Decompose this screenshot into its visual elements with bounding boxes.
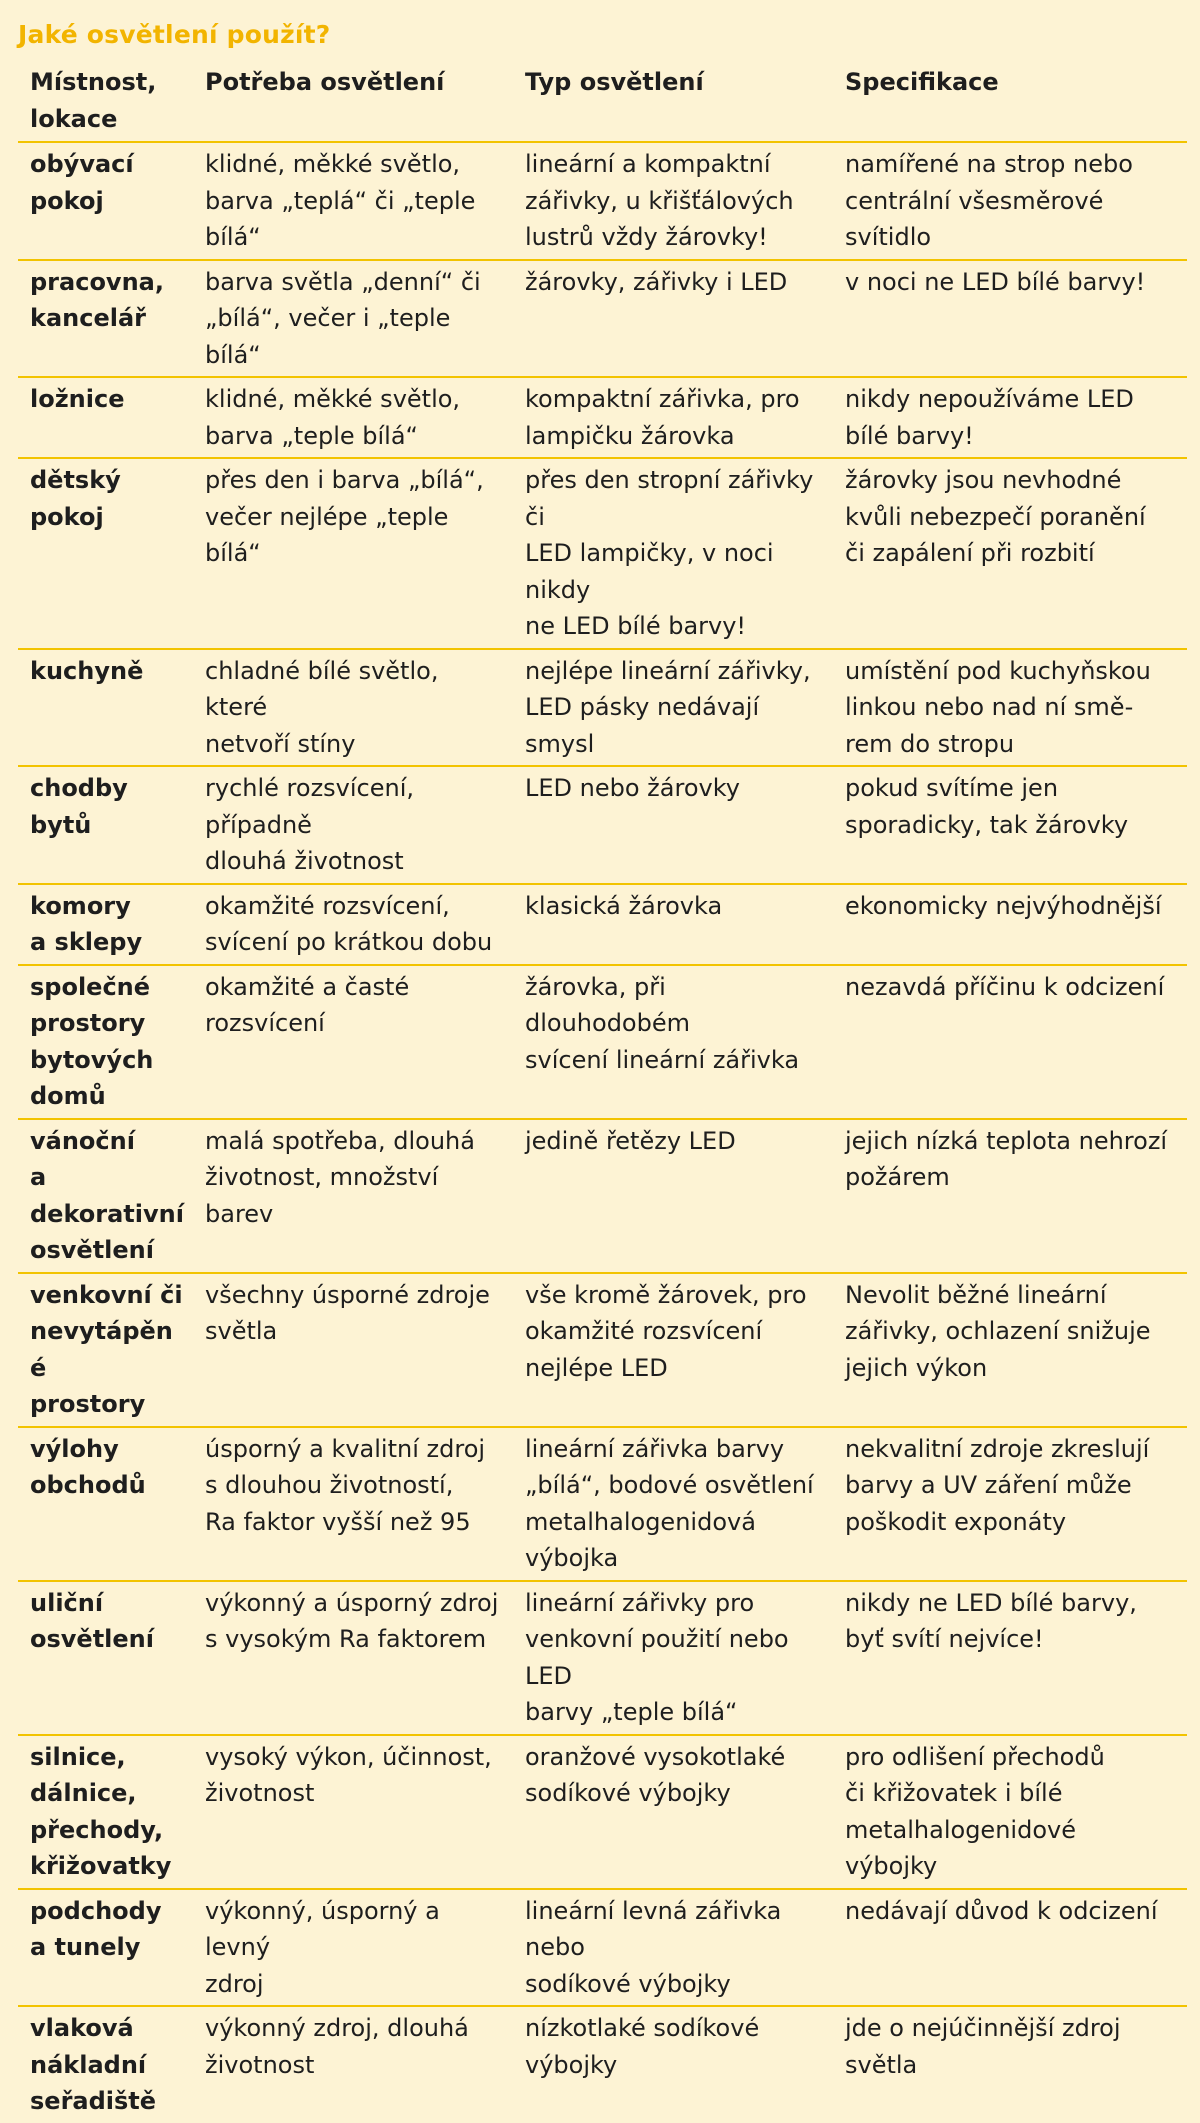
- cell-room: ložnice: [30, 385, 125, 413]
- table-row: [18, 649, 1187, 767]
- cell-type: žárovka, při dlouhodobém svícení lineární zářivka: [525, 972, 800, 1074]
- table-row: [18, 142, 1187, 260]
- cell-type: oranžové vysokotlaké sodíkové výbojky: [525, 1742, 786, 1807]
- header-need: Potřeba osvětlení: [205, 68, 445, 96]
- cell-spec: nikdy nepoužíváme LED bílé barvy!: [845, 385, 1134, 450]
- header-room: Místnost, lokace: [30, 68, 157, 133]
- cell-need: malá spotřeba, dlouhá životnost, množství barev: [205, 1126, 475, 1228]
- cell-room: pracovna, kancelář: [30, 267, 164, 332]
- cell-type: jedině řetězy LED: [525, 1126, 736, 1155]
- cell-need: všechny úsporné zdroje světla: [205, 1280, 490, 1345]
- cell-room: komory a sklepy: [30, 891, 143, 956]
- cell-room: podchody a tunely: [30, 1896, 162, 1961]
- cell-type: lineární zářivka barvy „bílá“, bodové osvětlení metalhalogenidová výbojka: [525, 1434, 814, 1572]
- table-row: [18, 1889, 1187, 2007]
- cell-room: dětský pokoj: [30, 466, 121, 531]
- lighting-table: [18, 63, 1187, 2123]
- table-header-row: [18, 63, 1187, 142]
- cell-spec: pro odlišení přechodů či křižovatek i bílé metalhalogenidové výbojky: [845, 1742, 1105, 1880]
- cell-room: společné prostory bytových domů: [30, 972, 154, 1110]
- table-row: [18, 1735, 1187, 1889]
- cell-room: uliční osvětlení: [30, 1588, 154, 1653]
- cell-spec: nezavdá příčinu k odcizení: [845, 972, 1165, 1001]
- cell-spec: umístění pod kuchyňskou linkou nebo nad ní smě- rem do stropu: [845, 656, 1151, 758]
- table-row: [18, 260, 1187, 378]
- cell-type: nejlépe lineární zářivky, LED pásky nedávají smysl: [525, 656, 811, 758]
- cell-spec: nekvalitní zdroje zkreslují barvy a UV záření může poškodit exponáty: [845, 1434, 1150, 1536]
- cell-need: výkonný zdroj, dlouhá životnost: [205, 2014, 469, 2079]
- cell-need: přes den i barva „bílá“, večer nejlépe „teple bílá“: [205, 466, 484, 567]
- cell-spec: jejich nízká teplota nehrozí požárem: [845, 1126, 1168, 1191]
- table-row: [18, 1273, 1187, 1427]
- table-row: [18, 458, 1187, 649]
- cell-type: přes den stropní zářivky či LED lampičky, v noci nikdy ne LED bílé barvy!: [525, 466, 814, 640]
- cell-room: venkovní či nevytápěné prostory: [30, 1280, 183, 1418]
- cell-type: nízkotlaké sodíkové výbojky: [525, 2014, 760, 2079]
- cell-need: úsporný a kvalitní zdroj s dlouhou životností, Ra faktor vyšší než 95: [205, 1434, 486, 1536]
- cell-need: okamžité a časté rozsvícení: [205, 972, 410, 1037]
- header-type: Typ osvětlení: [525, 68, 704, 96]
- cell-need: barva světla „denní“ či „bílá“, večer i „teple bílá“: [205, 267, 481, 369]
- cell-spec: Nevolit běžné lineární zářivky, ochlazení snižuje jejich výkon: [845, 1280, 1151, 1382]
- cell-type: LED nebo žárovky: [525, 774, 740, 802]
- cell-need: klidné, měkké světlo, barva „teplá“ či „teple bílá“: [205, 150, 476, 251]
- table-row: [18, 965, 1187, 1119]
- cell-type: lineární a kompaktní zářivky, u křišťálových lustrů vždy žárovky!: [525, 150, 794, 251]
- cell-type: kompaktní zářivka, pro lampičku žárovka: [525, 385, 800, 450]
- cell-spec: namířené na strop nebo centrální všesměrové svítidlo: [845, 150, 1133, 251]
- cell-room: obývací pokoj: [30, 150, 134, 215]
- cell-spec: jde o nejúčinnější zdroj světla: [845, 2014, 1121, 2079]
- table-row: [18, 377, 1187, 458]
- cell-spec: pokud svítíme jen sporadicky, tak žárovky: [845, 774, 1129, 839]
- cell-spec: nikdy ne LED bílé barvy, byť svítí nejvíce!: [845, 1588, 1137, 1653]
- cell-spec: žárovky jsou nevhodné kvůli nebezpečí poranění či zapálení při rozbití: [845, 466, 1146, 567]
- cell-need: vysoký výkon, účinnost, životnost: [205, 1742, 492, 1807]
- cell-room: kuchyně: [30, 656, 144, 685]
- cell-room: výlohy obchodů: [30, 1434, 146, 1499]
- cell-room: vlaková nákladní seřadiště: [30, 2014, 157, 2115]
- cell-type: žárovky, zářivky i LED: [525, 267, 788, 296]
- cell-type: vše kromě žárovek, pro okamžité rozsvícení nejlépe LED: [525, 1280, 807, 1382]
- cell-need: okamžité rozsvícení, svícení po krátkou dobu: [205, 891, 493, 956]
- table-row: [18, 766, 1187, 884]
- page-title: Jaké osvětlení použít?: [18, 20, 331, 49]
- table-row: [18, 884, 1187, 965]
- cell-type: lineární levná zářivka nebo sodíkové výbojky: [525, 1896, 782, 1998]
- table-row: [18, 1119, 1187, 1273]
- cell-need: klidné, měkké světlo, barva „teple bílá“: [205, 385, 461, 450]
- cell-type: klasická žárovka: [525, 891, 723, 920]
- cell-spec: nedávají důvod k odcizení: [845, 1896, 1158, 1925]
- cell-room: chodby bytů: [30, 774, 128, 839]
- cell-need: výkonný, úsporný a levný zdroj: [205, 1896, 440, 1998]
- table-row: [18, 2006, 1187, 2123]
- cell-need: výkonný a úsporný zdroj s vysokým Ra faktorem: [205, 1588, 499, 1653]
- cell-type: lineární zářivky pro venkovní použití nebo LED barvy „teple bílá“: [525, 1588, 789, 1726]
- cell-need: rychlé rozsvícení, případně dlouhá životnost: [205, 774, 415, 875]
- table-row: [18, 1581, 1187, 1735]
- cell-room: vánoční a dekorativní osvětlení: [30, 1126, 184, 1264]
- header-spec: Specifikace: [845, 68, 999, 96]
- cell-spec: ekonomicky nejvýhodnější: [845, 891, 1162, 920]
- cell-spec: v noci ne LED bílé barvy!: [845, 267, 1146, 296]
- cell-room: silnice, dálnice, přechody, křižovatky: [30, 1742, 172, 1880]
- table-row: [18, 1427, 1187, 1581]
- cell-need: chladné bílé světlo, které netvoří stíny: [205, 656, 439, 758]
